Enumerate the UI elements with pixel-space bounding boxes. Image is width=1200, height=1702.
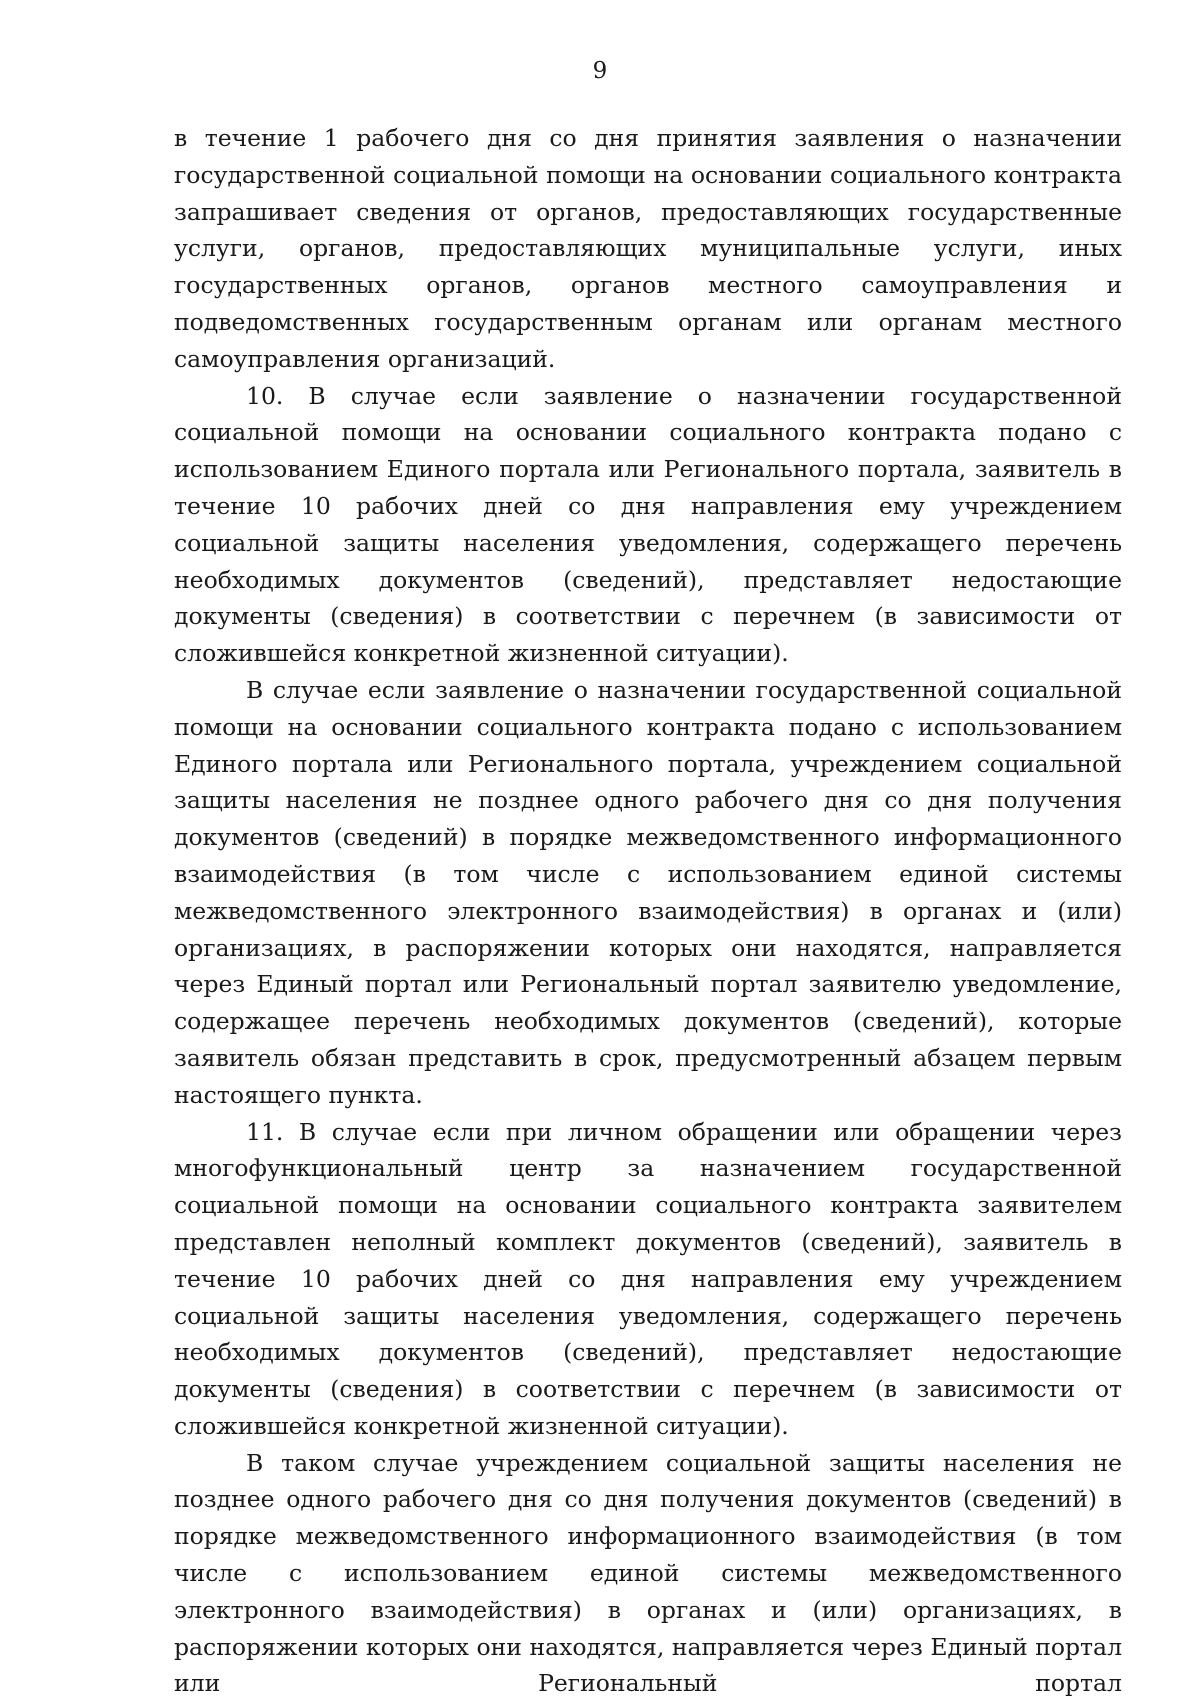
paragraph-continuation: в течение 1 рабочего дня со дня принятия заявления о назначении государственной социальной помощи на основании социального контракта запрашивает сведения от органов, предоставляющих государственные услуги, органов, предоставляющих муниципальные услуги, иных государственных органов, органов местного самоуправления и подведомственных государственным органам или органам местного самоуправления организаций. [174,124,1122,373]
paragraph-item-10: 10. В случае если заявление о назначении государственной социальной помощи на основании социального контракта подано с использованием Единого портала или Регионального портала, заявитель в течение 10 рабочих дней со дня направления ему учреждением социальной защиты населения уведомления, содержащего перечень необходимых документов (сведений), представляет недостающие документы (сведения) в соответствии с перечнем (в зависимости от сложившейся конкретной жизненной ситуации). [174,381,1122,668]
paragraph-item-11: 11. В случае если при личном обращении или обращении через многофункциональный центр за назначением государственной социальной помощи на основании социального контракта заявителем представлен неполный комплект документов (сведений), заявитель в течение 10 рабочих дней со дня направления ему учреждением социальной защиты населения уведомления, содержащего перечень необходимых документов (сведений), представляет недостающие документы (сведения) в соответствии с перечнем (в зависимости от сложившейся конкретной жизненной ситуации). [174,1117,1122,1440]
paragraph-item-10-second: В случае если заявление о назначении государственной социальной помощи на основании социального контракта подано с использованием Единого портала или Регионального портала, учреждением социальной защиты населения не позднее одного рабочего дня со дня получения документов (сведений) в порядке межведомственного информационного взаимодействия (в том числе с использованием единой системы межведомственного электронного взаимодействия) в органах и (или) организациях, в распоряжении которых они находятся, направляется через Единый портал или Региональный портал заявителю уведомление, содержащее перечень необходимых документов (сведений), которые заявитель обязан представить в срок, предусмотренный абзацем первым настоящего пункта. [174,675,1122,1109]
page-number: 9 [592,58,608,84]
paragraph-item-11-second: В таком случае учреждением социальной защиты населения не позднее одного рабочего дня со дня получения документов (сведений) в порядке межведомственного информационного взаимодействия (в том числе с использованием единой системы межведомственного электронного взаимодействия) в органах и (или) организациях, в распоряжении которых они находятся, направляется через Единый портал или Региональный портал [174,1448,1122,1698]
document-body [174,120,1122,1702]
